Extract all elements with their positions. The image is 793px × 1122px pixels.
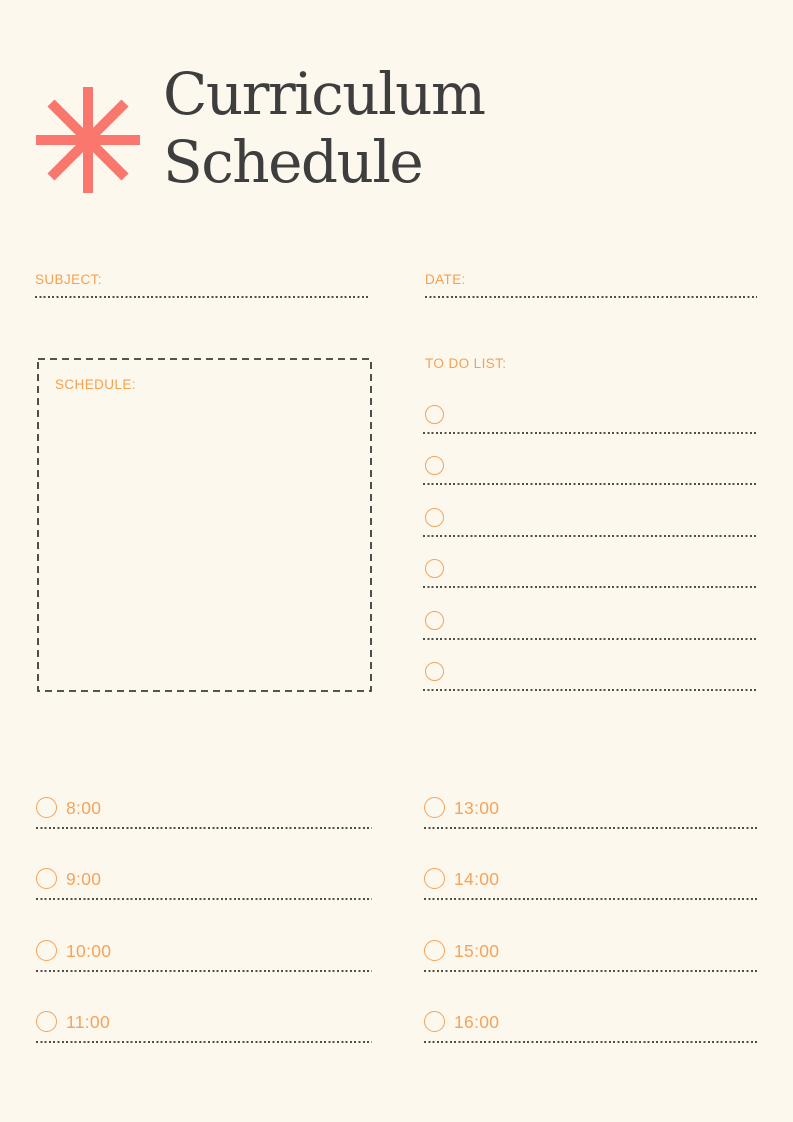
time-label: 8:00 (66, 798, 102, 818)
time-label: 14:00 (454, 869, 500, 889)
time-input-line[interactable] (424, 1041, 757, 1043)
todo-input-line[interactable] (423, 483, 757, 485)
todo-checkbox[interactable] (425, 559, 444, 578)
time-checkbox[interactable] (36, 797, 57, 818)
page-title-line1: Curriculum (163, 60, 485, 128)
time-label: 15:00 (454, 941, 500, 961)
todo-checkbox[interactable] (425, 405, 444, 424)
todo-input-line[interactable] (423, 535, 757, 537)
todo-checkbox[interactable] (425, 611, 444, 630)
todo-checkbox[interactable] (425, 662, 444, 681)
page-title-line2: Schedule (163, 128, 423, 196)
time-label: 13:00 (454, 798, 500, 818)
asterisk-icon (35, 87, 141, 193)
todo-input-line[interactable] (423, 689, 757, 691)
time-input-line[interactable] (424, 898, 757, 900)
todo-checkbox[interactable] (425, 508, 444, 527)
time-input-line[interactable] (424, 827, 757, 829)
todo-checkbox[interactable] (425, 456, 444, 475)
time-input-line[interactable] (36, 1041, 372, 1043)
time-input-line[interactable] (424, 970, 757, 972)
todo-input-line[interactable] (423, 638, 757, 640)
time-input-line[interactable] (36, 827, 372, 829)
schedule-box-border (37, 358, 372, 692)
time-checkbox[interactable] (424, 797, 445, 818)
date-label: DATE: (425, 272, 466, 287)
time-checkbox[interactable] (36, 940, 57, 961)
time-label: 16:00 (454, 1012, 500, 1032)
time-label: 9:00 (66, 869, 102, 889)
schedule-box[interactable] (37, 358, 372, 692)
subject-input-line[interactable] (35, 296, 370, 298)
schedule-label: SCHEDULE: (55, 377, 136, 392)
time-checkbox[interactable] (424, 940, 445, 961)
time-input-line[interactable] (36, 898, 372, 900)
time-label: 10:00 (66, 941, 112, 961)
time-checkbox[interactable] (36, 868, 57, 889)
time-checkbox[interactable] (36, 1011, 57, 1032)
date-input-line[interactable] (425, 296, 757, 298)
todo-input-line[interactable] (423, 432, 757, 434)
time-input-line[interactable] (36, 970, 372, 972)
page-title (163, 60, 484, 196)
time-checkbox[interactable] (424, 868, 445, 889)
todo-label: TO DO LIST: (425, 356, 507, 371)
time-label: 11:00 (66, 1012, 110, 1032)
subject-label: SUBJECT: (35, 272, 102, 287)
time-checkbox[interactable] (424, 1011, 445, 1032)
todo-input-line[interactable] (423, 586, 757, 588)
